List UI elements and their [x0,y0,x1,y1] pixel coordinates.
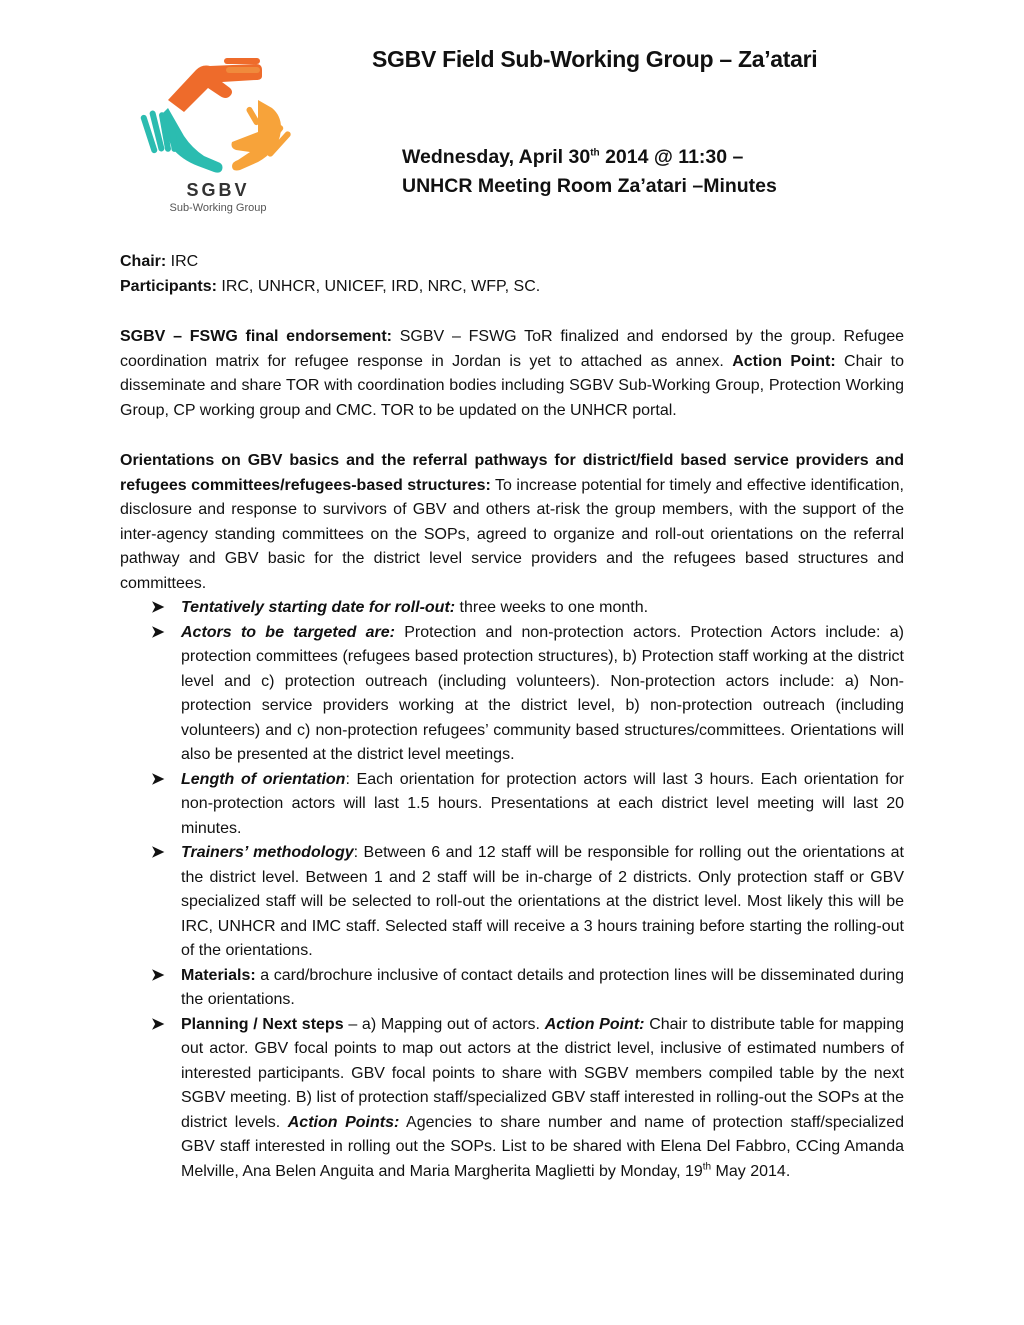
list-item [120,841,904,964]
meeting-date [402,143,777,172]
date-suffix: 2014 @ 11:30 – [599,146,744,168]
hand-right-icon [232,100,292,171]
participants-label: Participants: [120,277,217,295]
orientations-paragraph [120,449,904,596]
endorsement-heading: SGBV – FSWG final endorsement: [120,328,392,345]
item-text: a card/brochure inclusive of contact details and protection lines will be disseminated during the orientations. [181,966,904,1008]
participants-value: IRC, UNHCR, UNICEF, IRD, NRC, WFP, SC. [216,277,541,295]
list-item [120,596,904,621]
orientations-list [120,596,904,1184]
chair-label: Chair: [120,253,167,270]
arrow-bullet-icon: ➤ [151,599,165,616]
item-text: Agencies to share number and name of protection staff/specialized GBV staff interested in rolling out the SOPs. List to be shared with Elena Del Fabbro, CCing Amanda Melville, Ana Belen Anguita and Maria Margherita Maglietti by Monday, 19 [181,1113,905,1180]
date-sup: th [590,147,600,159]
meeting-location: UNHCR Meeting Room Za’atari –Minutes [402,175,777,197]
item-text: Chair to distribute table for mapping out actor. GBV focal points to map out actors at the district level, inclusive of estimated numbers of interested participants. GBV focal points to share with SGBV members compiled table by the next SGBV meeting. B) list of protection staff/specialized GBV staff interested in rolling-out the SOPs at the district levels. [181,1015,905,1131]
action-point-label: Action Point: [544,1015,645,1033]
item-text: May 2014. [711,1162,791,1180]
participants-line [120,275,904,300]
hand-left-icon [140,108,223,173]
item-text: Protection and non-protection actors. Protection Actors include: a) protection committees (refugees based protection structures), b) Protection staff working at the district level and c) protection outreach (including volunteers). Non-protection actors include: a) Non-protection service providers working at the district level, b) non-protection outreach (including volunteers) and c) non-protection refugees’ community based structures/committees. Orientations will also be presented at the district level meetings. [181,623,904,763]
list-item [120,1013,904,1185]
list-item [120,768,904,842]
meeting-info [402,143,777,201]
hands-logo-icon [138,52,298,182]
hand-top-icon [168,58,262,112]
chair-value: IRC [166,253,199,270]
date-prefix: Wednesday, April 30 [402,146,591,168]
item-label: Trainers’ methodology [181,844,354,861]
item-text: : Each orientation for protection actors will last 3 hours. Each orientation for non-protection actors will last 1.5 hours. Presentations at each district level meeting will last 20 minutes. [181,770,904,837]
item-text: three weeks to one month. [455,599,649,616]
sgbv-logo [138,52,298,218]
arrow-bullet-icon: ➤ [151,623,165,641]
list-item [120,964,904,1013]
arrow-bullet-icon: ➤ [151,770,165,788]
chair-line [120,250,904,275]
item-label: Actors to be targeted are: [181,623,395,641]
orientations-text: To increase potential for timely and effective identification, disclosure and response to survivors of GBV and others at-risk the group members, with the support of the inter-agency standing committees on the SOPs, agreed to organize and roll-out orientations on the referral pathway and GBV basic for the district level service providers and the refugees based structures and committees. [120,476,904,592]
date-sup: th [702,1161,712,1173]
endorsement-paragraph [120,325,904,423]
orientations-heading: Orientations on GBV basics and the referral pathways for district/field based service providers and refugees committees/refugees-based structures: [120,452,904,494]
item-text: – a) Mapping out of actors. [343,1015,545,1033]
item-label: Planning / Next steps [181,1015,344,1033]
endorsement-action-text: Chair to disseminate and share TOR with coordination bodies including SGBV Sub-Working Group, Protection Working Group, CP working group and CMC. TOR to be updated on the UNHCR portal. [120,352,905,419]
arrow-bullet-icon: ➤ [151,966,165,984]
list-item [120,621,904,768]
item-label: Tentatively starting date for roll-out: [181,599,456,616]
item-label: Length of orientation [181,770,346,788]
document-body [120,250,904,1184]
item-text: : Between 6 and 12 staff will be responsible for rolling out the orientations at the district level. Between 1 and 2 staff will be in-charge of 2 districts. Only protection staff or GBV specialized staff will be selected to roll-out the orientations at the district level. Most likely this will be IRC, UNHCR and IMC staff. Selected staff will receive a 3 hours training before starting the rolling-out of the orientations. [181,844,905,959]
logo-title: SGBV [186,180,250,200]
arrow-bullet-icon: ➤ [151,844,165,861]
endorsement-text: SGBV – FSWG ToR finalized and endorsed by the group. Refugee coordination matrix for refugee response in Jordan is yet to attached as annex. [120,328,905,370]
arrow-bullet-icon: ➤ [151,1015,165,1033]
item-label: Materials: [181,966,256,984]
endorsement-action-label: Action Point: [732,352,836,370]
document-title: SGBV Field Sub-Working Group – Za’atari [372,46,818,72]
logo-subtitle: Sub-Working Group [169,202,267,214]
action-points-label: Action Points: [287,1113,400,1131]
